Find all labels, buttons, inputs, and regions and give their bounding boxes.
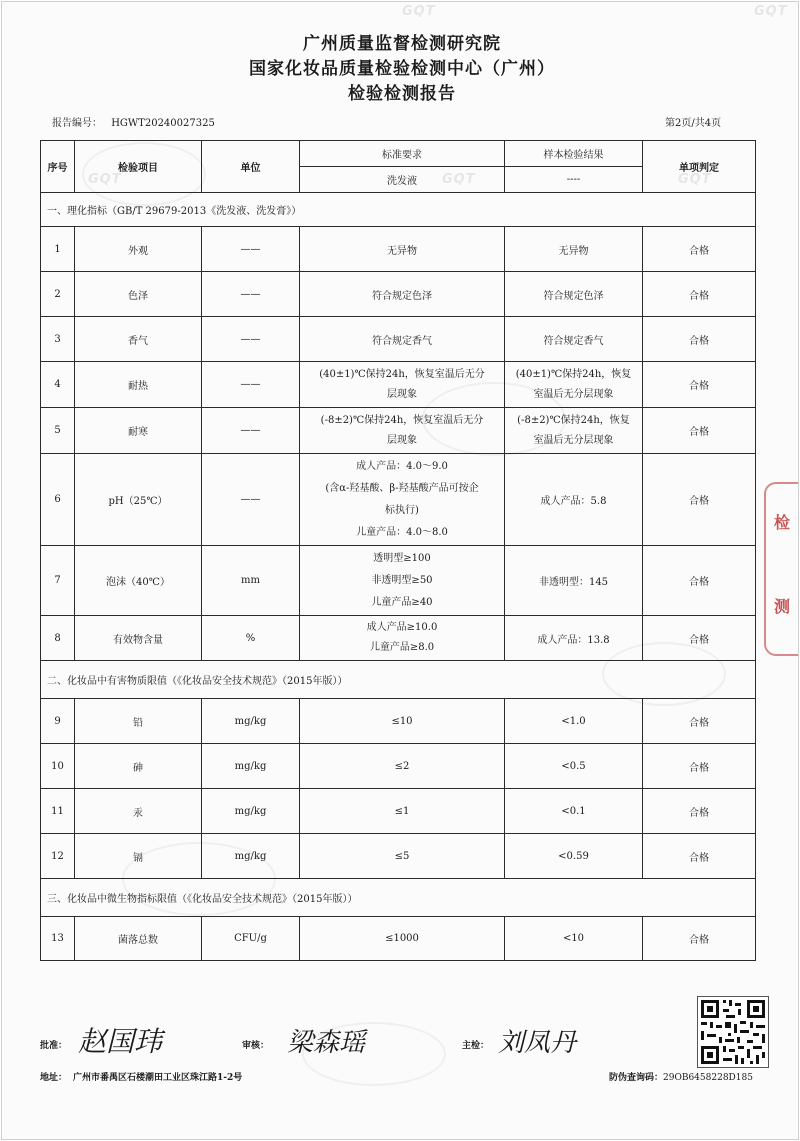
standard-line: 成人产品：4.0～9.0 bbox=[356, 460, 448, 472]
table-row bbox=[41, 834, 756, 879]
row-item: 铅 bbox=[75, 699, 202, 744]
row-judgement: 合格 bbox=[643, 408, 756, 454]
inspector-label: 主检： bbox=[462, 1041, 490, 1051]
row-standard bbox=[300, 454, 505, 546]
official-stamp bbox=[764, 482, 799, 656]
result-line: 室温后无分层现象 bbox=[533, 388, 614, 400]
row-item: 耐寒 bbox=[75, 408, 202, 454]
standard-line: 成人产品≥10.0 bbox=[366, 622, 438, 633]
address bbox=[40, 1070, 242, 1083]
center-title: 国家化妆品质量检验检测中心（广州） bbox=[249, 59, 555, 79]
row-item: 色泽 bbox=[75, 272, 202, 317]
row-result: 成人产品：5.8 bbox=[505, 454, 643, 546]
anti-fake-code bbox=[609, 1070, 753, 1083]
qr-code bbox=[697, 996, 769, 1068]
row-judgement: 合格 bbox=[643, 227, 756, 272]
row-standard bbox=[300, 408, 505, 454]
watermark-text: GQT bbox=[402, 4, 436, 19]
row-no: 5 bbox=[41, 408, 75, 454]
standard-line: (40±1)℃保持24h，恢复室温后无分 bbox=[319, 368, 485, 380]
table-row bbox=[41, 227, 756, 272]
row-unit: —— bbox=[202, 227, 300, 272]
row-no: 10 bbox=[41, 744, 75, 789]
row-standard bbox=[300, 616, 505, 661]
subheader-result: ---- bbox=[505, 167, 643, 193]
standard-line: (-8±2)℃保持24h，恢复室温后无分 bbox=[320, 414, 484, 426]
section-row bbox=[41, 193, 756, 227]
row-judgement: 合格 bbox=[643, 362, 756, 408]
row-unit: mg/kg bbox=[202, 744, 300, 789]
result-line: 室温后无分层现象 bbox=[533, 434, 614, 446]
row-item: 泡沫（40℃） bbox=[75, 546, 202, 616]
address-value: 广州市番禺区石楼潮田工业区珠江路1-2号 bbox=[73, 1073, 243, 1083]
report-number bbox=[52, 114, 215, 129]
row-standard: ≤2 bbox=[300, 744, 505, 789]
section-row bbox=[41, 879, 756, 917]
table-row bbox=[41, 317, 756, 362]
qr-code-icon bbox=[698, 997, 768, 1067]
address-label: 地址： bbox=[40, 1073, 68, 1083]
approver-signature: 赵国玮 bbox=[78, 1025, 163, 1058]
table-row bbox=[41, 917, 756, 961]
row-result bbox=[505, 408, 643, 454]
row-no: 6 bbox=[41, 454, 75, 546]
row-item: 耐热 bbox=[75, 362, 202, 408]
standard-line: 儿童产品：4.0～8.0 bbox=[356, 526, 448, 538]
row-no: 1 bbox=[41, 227, 75, 272]
row-standard: ≤1000 bbox=[300, 917, 505, 961]
row-standard: 符合规定香气 bbox=[300, 317, 505, 362]
reviewer-label: 审核： bbox=[242, 1041, 270, 1051]
table-header-row bbox=[41, 141, 756, 167]
row-result: 成人产品：13.8 bbox=[505, 616, 643, 661]
watermark-text: GQT bbox=[754, 4, 788, 19]
table-row bbox=[41, 744, 756, 789]
row-no: 11 bbox=[41, 789, 75, 834]
row-standard bbox=[300, 546, 505, 616]
anti-fake-label: 防伪查询码： bbox=[609, 1073, 664, 1083]
section-row bbox=[41, 661, 756, 699]
row-no: 8 bbox=[41, 616, 75, 661]
row-item: 砷 bbox=[75, 744, 202, 789]
watermark-text: GQT bbox=[678, 172, 712, 187]
row-judgement: 合格 bbox=[643, 546, 756, 616]
row-no: 3 bbox=[41, 317, 75, 362]
standard-line: 标执行) bbox=[385, 504, 419, 516]
result-line: (40±1)℃保持24h，恢复 bbox=[515, 368, 632, 380]
standard-line: 儿童产品≥8.0 bbox=[369, 642, 435, 653]
row-judgement: 合格 bbox=[643, 699, 756, 744]
row-no: 4 bbox=[41, 362, 75, 408]
row-judgement: 合格 bbox=[643, 454, 756, 546]
standard-line: 非透明型≥50 bbox=[371, 574, 433, 586]
row-unit: mg/kg bbox=[202, 834, 300, 879]
standard-line: 层现象 bbox=[387, 388, 417, 400]
row-item: 镉 bbox=[75, 834, 202, 879]
stamp-glyph: 检 bbox=[774, 513, 791, 532]
row-result bbox=[505, 362, 643, 408]
row-standard: ≤1 bbox=[300, 789, 505, 834]
row-result: 符合规定香气 bbox=[505, 317, 643, 362]
row-unit: mg/kg bbox=[202, 789, 300, 834]
inspector-signature: 刘凤丹 bbox=[498, 1028, 577, 1058]
row-item: 香气 bbox=[75, 317, 202, 362]
row-judgement: 合格 bbox=[643, 744, 756, 789]
row-no: 7 bbox=[41, 546, 75, 616]
row-unit: mg/kg bbox=[202, 699, 300, 744]
stamp-glyph: 测 bbox=[774, 597, 791, 616]
row-no: 13 bbox=[41, 917, 75, 961]
reviewer-signature: 梁森瑶 bbox=[287, 1028, 366, 1058]
watermark-text: GQT bbox=[88, 172, 122, 187]
row-item: 菌落总数 bbox=[75, 917, 202, 961]
row-judgement: 合格 bbox=[643, 616, 756, 661]
row-judgement: 合格 bbox=[643, 834, 756, 879]
standard-line: 透明型≥100 bbox=[373, 552, 431, 564]
page-indicator: 第2页/共4页 bbox=[665, 118, 722, 129]
report-title: 检验检测报告 bbox=[348, 84, 456, 104]
row-item: 有效物含量 bbox=[75, 616, 202, 661]
row-item: 汞 bbox=[75, 789, 202, 834]
row-unit: % bbox=[202, 616, 300, 661]
approver-label: 批准： bbox=[40, 1041, 68, 1051]
standard-line: 儿童产品≥40 bbox=[371, 596, 433, 608]
report-header bbox=[2, 32, 799, 107]
header-item: 检验项目 bbox=[75, 141, 202, 193]
section-title: 三、化妆品中微生物指标限值（《化妆品安全技术规范》（2015年版）） bbox=[41, 879, 756, 917]
row-item: pH（25℃） bbox=[75, 454, 202, 546]
report-page bbox=[1, 1, 799, 1140]
section-title: 一、理化指标（GB/T 29679-2013《洗发液、洗发膏》） bbox=[41, 193, 756, 227]
row-unit: —— bbox=[202, 272, 300, 317]
table-row bbox=[41, 789, 756, 834]
row-standard bbox=[300, 362, 505, 408]
row-judgement: 合格 bbox=[643, 317, 756, 362]
subheader-standard: 洗发液 bbox=[300, 167, 505, 193]
row-unit: —— bbox=[202, 454, 300, 546]
row-item: 外观 bbox=[75, 227, 202, 272]
institute-title: 广州质量监督检测研究院 bbox=[303, 34, 501, 54]
row-result: <0.1 bbox=[505, 789, 643, 834]
watermark-text: GQT bbox=[442, 172, 476, 187]
standard-line: (含α-羟基酸、β-羟基酸产品可按企 bbox=[325, 482, 479, 494]
table-row bbox=[41, 546, 756, 616]
row-unit: —— bbox=[202, 362, 300, 408]
row-standard: ≤5 bbox=[300, 834, 505, 879]
table-row bbox=[41, 362, 756, 408]
row-result: <1.0 bbox=[505, 699, 643, 744]
header-unit: 单位 bbox=[202, 141, 300, 193]
row-no: 2 bbox=[41, 272, 75, 317]
row-standard: 符合规定色泽 bbox=[300, 272, 505, 317]
row-standard: 无异物 bbox=[300, 227, 505, 272]
table-row bbox=[41, 272, 756, 317]
row-result: 符合规定色泽 bbox=[505, 272, 643, 317]
header-judgement: 单项判定 bbox=[643, 141, 756, 193]
row-judgement: 合格 bbox=[643, 272, 756, 317]
standard-line: 层现象 bbox=[387, 434, 417, 446]
header-standard: 标准要求 bbox=[300, 141, 505, 167]
result-line: (-8±2)℃保持24h，恢复 bbox=[517, 414, 630, 426]
section-title: 二、化妆品中有害物质限值（《化妆品安全技术规范》（2015年版）） bbox=[41, 661, 756, 699]
row-no: 9 bbox=[41, 699, 75, 744]
row-judgement: 合格 bbox=[643, 789, 756, 834]
row-result: 非透明型：145 bbox=[505, 546, 643, 616]
row-unit: mm bbox=[202, 546, 300, 616]
anti-fake-value: 29OB6458228D185 bbox=[663, 1073, 753, 1083]
report-number-value: HGWT20240027325 bbox=[111, 118, 215, 129]
header-no: 序号 bbox=[41, 141, 75, 193]
row-no: 12 bbox=[41, 834, 75, 879]
report-number-label: 报告编号： bbox=[52, 118, 102, 129]
table-row bbox=[41, 408, 756, 454]
table-row bbox=[41, 454, 756, 546]
table-row bbox=[41, 616, 756, 661]
header-result: 样本检验结果 bbox=[505, 141, 643, 167]
inspection-table bbox=[40, 140, 756, 961]
row-judgement: 合格 bbox=[643, 917, 756, 961]
row-standard: ≤10 bbox=[300, 699, 505, 744]
row-result: 无异物 bbox=[505, 227, 643, 272]
row-result: <0.59 bbox=[505, 834, 643, 879]
row-result: <0.5 bbox=[505, 744, 643, 789]
row-result: <10 bbox=[505, 917, 643, 961]
table-row bbox=[41, 699, 756, 744]
row-unit: —— bbox=[202, 317, 300, 362]
row-unit: CFU/g bbox=[202, 917, 300, 961]
row-unit: —— bbox=[202, 408, 300, 454]
